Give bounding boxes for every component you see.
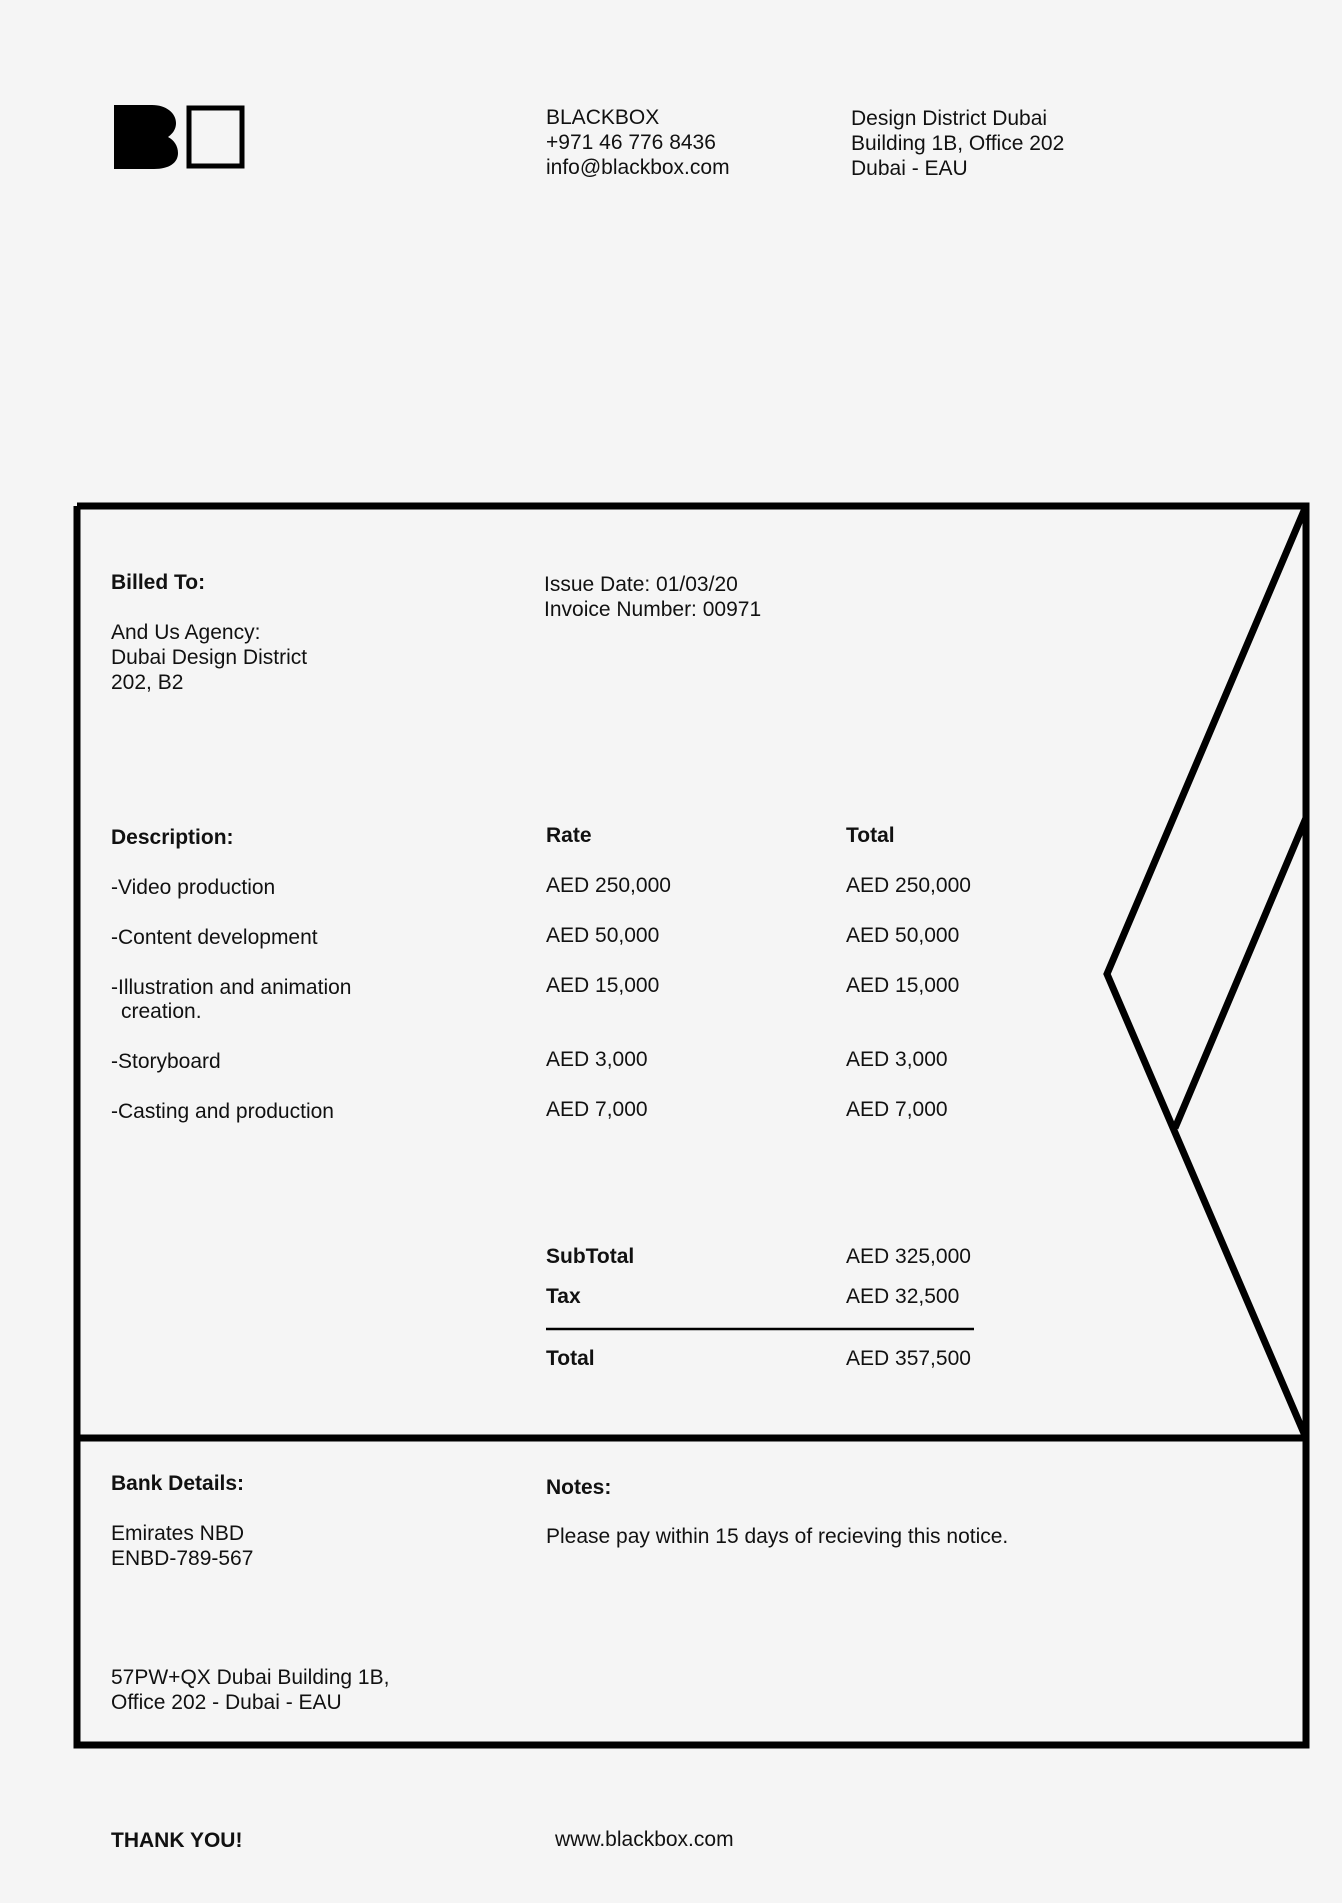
company-name: BLACKBOX <box>546 106 660 129</box>
total-header: Total <box>846 824 895 847</box>
thank-you-text: THANK YOU! <box>111 1829 243 1852</box>
billed-to-line-1: And Us Agency: <box>111 621 261 644</box>
subtotal-label: SubTotal <box>546 1245 635 1268</box>
notes-text: Please pay within 15 days of recieving this notice. <box>546 1525 1009 1548</box>
address-line-3: Dubai - EAU <box>851 157 968 180</box>
subtotal-value: AED 325,000 <box>846 1245 971 1268</box>
billed-to-address <box>111 620 307 695</box>
billed-to-line-3: 202, B2 <box>111 671 184 694</box>
line-item-description: -Storyboard <box>111 1050 221 1073</box>
company-email: info@blackbox.com <box>546 156 730 179</box>
tax-value: AED 32,500 <box>846 1285 960 1308</box>
line-item-rate: AED 7,000 <box>546 1098 648 1121</box>
chevron-decoration-inner <box>1175 818 1306 1128</box>
grand-total-value: AED 357,500 <box>846 1347 971 1370</box>
line-item-description-cont: creation. <box>121 1000 202 1023</box>
description-header: Description: <box>111 826 234 849</box>
grand-total-label: Total <box>546 1347 595 1370</box>
company-phone: +971 46 776 8436 <box>546 131 716 154</box>
line-item-total: AED 15,000 <box>846 974 960 997</box>
address-line-1: Design District Dubai <box>851 107 1048 130</box>
rate-header: Rate <box>546 824 592 847</box>
line-item-rate: AED 250,000 <box>546 874 671 897</box>
billed-to-line-2: Dubai Design District <box>111 646 308 669</box>
line-item-description: -Content development <box>111 926 318 949</box>
company-address <box>851 106 1064 181</box>
bank-name: Emirates NBD <box>111 1522 245 1545</box>
line-item-rate: AED 15,000 <box>546 974 660 997</box>
website-link[interactable]: www.blackbox.com <box>555 1828 734 1851</box>
blackbox-logo-icon <box>114 105 246 169</box>
notes-heading: Notes: <box>546 1476 612 1499</box>
bank-account: ENBD-789-567 <box>111 1547 254 1570</box>
bank-details <box>111 1521 253 1571</box>
issue-date: Issue Date: 01/03/20 <box>544 573 738 596</box>
line-item-total: AED 50,000 <box>846 924 960 947</box>
line-item-rate: AED 50,000 <box>546 924 660 947</box>
line-item-total: AED 7,000 <box>846 1098 948 1121</box>
tax-label: Tax <box>546 1285 581 1308</box>
company-info <box>546 105 730 180</box>
line-item-description: -Casting and production <box>111 1100 334 1123</box>
invoice-number: Invoice Number: 00971 <box>544 598 762 621</box>
line-item-description: -Video production <box>111 876 276 899</box>
chevron-decoration <box>1107 506 1306 1438</box>
invoice-meta <box>544 572 761 622</box>
line-item-total: AED 250,000 <box>846 874 971 897</box>
address-line-2: Building 1B, Office 202 <box>851 132 1065 155</box>
billed-to-heading: Billed To: <box>111 571 206 594</box>
bank-address <box>111 1665 389 1715</box>
bank-address-line-1: 57PW+QX Dubai Building 1B, <box>111 1666 390 1689</box>
bank-address-line-2: Office 202 - Dubai - EAU <box>111 1691 342 1714</box>
line-item-description: -Illustration and animation <box>111 976 352 999</box>
line-item-total: AED 3,000 <box>846 1048 948 1071</box>
line-item-rate: AED 3,000 <box>546 1048 648 1071</box>
bank-details-heading: Bank Details: <box>111 1472 245 1495</box>
